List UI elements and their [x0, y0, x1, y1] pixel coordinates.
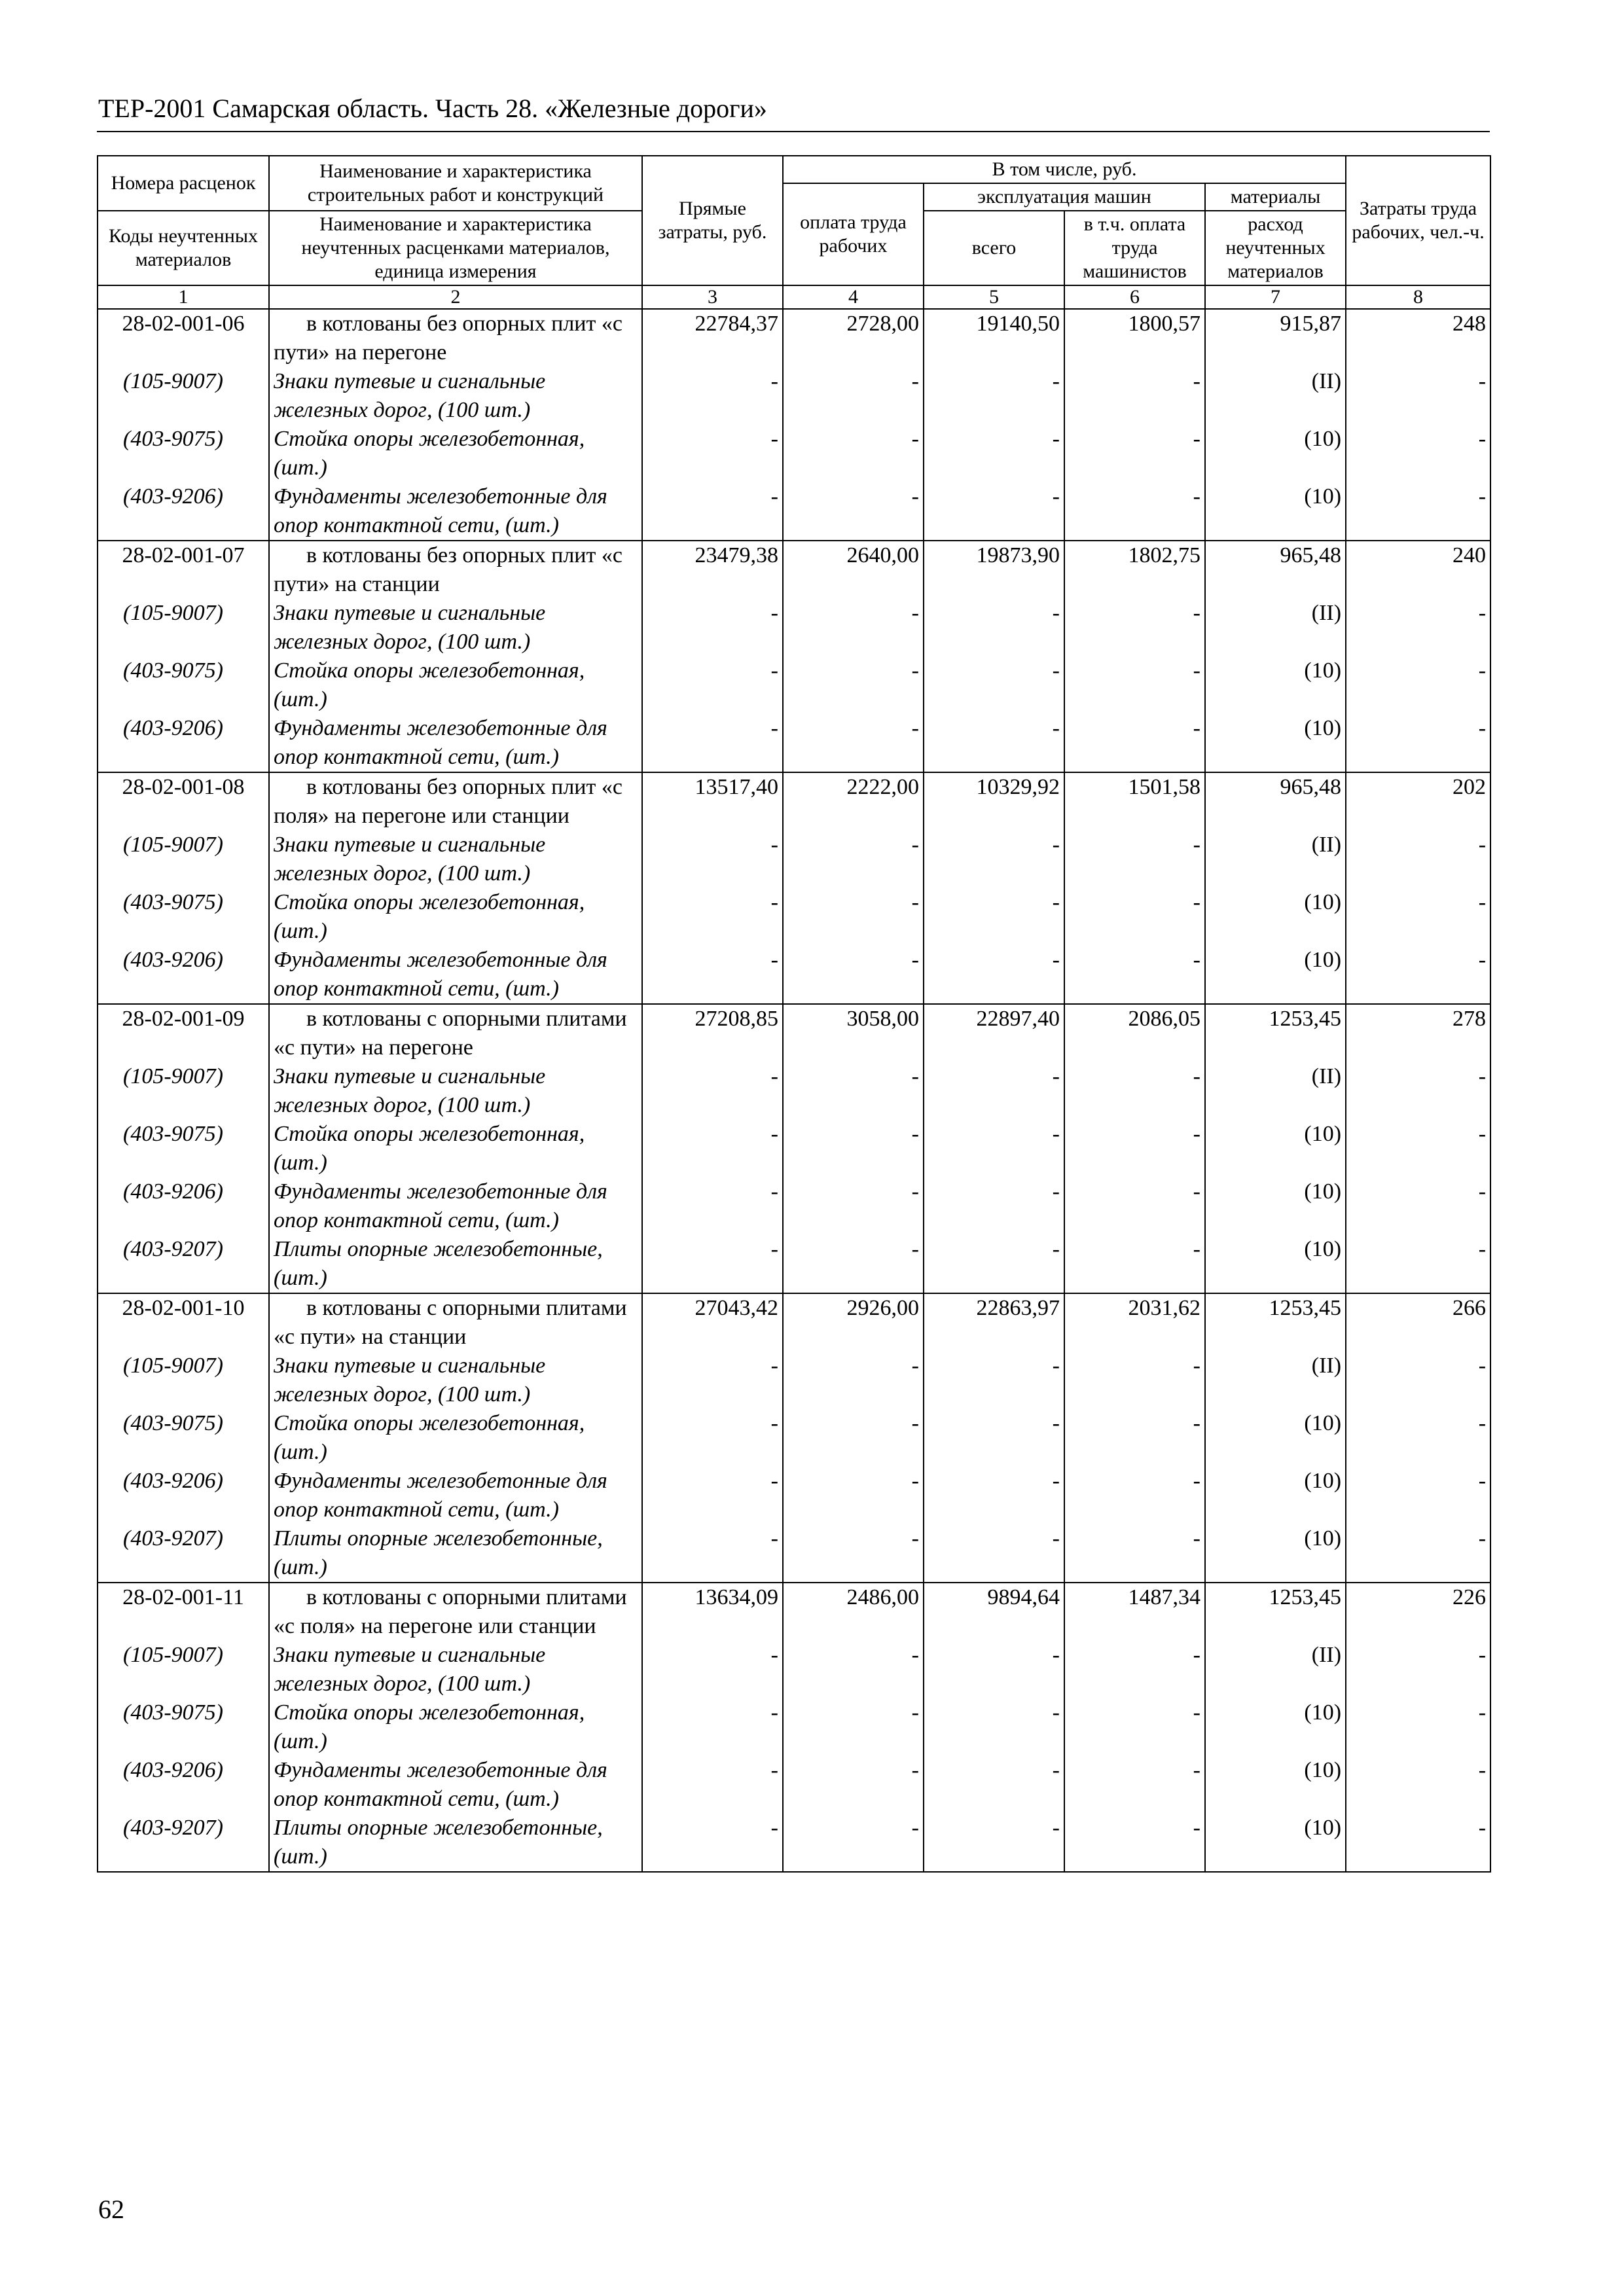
value-cell: - [783, 1120, 924, 1177]
material-description: Знаки путевые и сигнальные железных дорог, (100 шт.) [269, 599, 642, 656]
value-cell: - [1346, 1120, 1490, 1177]
value-cell: - [924, 1756, 1064, 1814]
value-cell: - [1064, 599, 1205, 656]
value-cell: - [642, 888, 783, 946]
value-cell: 19140,50 [924, 309, 1064, 367]
page-number: 62 [98, 2195, 124, 2224]
value-cell: (10) [1205, 482, 1346, 541]
rate-code: 28-02-001-09 [98, 1004, 269, 1062]
value-cell: - [783, 1814, 924, 1872]
value-cell: - [642, 599, 783, 656]
value-cell: 1487,34 [1064, 1583, 1205, 1641]
rate-row [98, 1293, 1490, 1352]
value-cell: - [1346, 656, 1490, 714]
header-materials-unaccounted: расход неучтенных материалов [1205, 211, 1346, 285]
header-name-bottom: Наименование и характеристика неучтенных расценками материалов, единица измерения [269, 211, 642, 285]
material-description: Плиты опорные железобетонные, (шт.) [269, 1524, 642, 1583]
value-cell: - [642, 1524, 783, 1583]
value-cell: - [1064, 1467, 1205, 1524]
material-row [98, 1814, 1490, 1872]
material-code: (105-9007) [98, 367, 269, 425]
value-cell: - [1346, 946, 1490, 1004]
value-cell: - [1064, 714, 1205, 772]
material-row [98, 946, 1490, 1004]
value-cell: 3058,00 [783, 1004, 924, 1062]
material-code: (403-9075) [98, 1409, 269, 1467]
value-cell: (II) [1205, 1062, 1346, 1120]
value-cell: (10) [1205, 714, 1346, 772]
value-cell: - [642, 1409, 783, 1467]
header-machines: эксплуатация машин [924, 183, 1205, 211]
value-cell: 278 [1346, 1004, 1490, 1062]
value-cell: 1253,45 [1205, 1004, 1346, 1062]
value-cell: - [1064, 1814, 1205, 1872]
value-cell: 22863,97 [924, 1293, 1064, 1352]
rate-description: в котлованы без опорных плит «с пути» на станции [269, 541, 642, 599]
value-cell: - [1064, 1062, 1205, 1120]
value-cell: - [1346, 1524, 1490, 1583]
material-row [98, 1524, 1490, 1583]
value-cell: 226 [1346, 1583, 1490, 1641]
material-row [98, 425, 1490, 482]
material-description: Фундаменты железобетонные для опор контактной сети, (шт.) [269, 482, 642, 541]
value-cell: - [783, 367, 924, 425]
header-machinists-pay: в т.ч. оплата труда машинистов [1064, 211, 1205, 285]
value-cell: - [783, 1467, 924, 1524]
rate-code: 28-02-001-06 [98, 309, 269, 367]
header-labor-cost: Затраты труда рабочих, чел.-ч. [1346, 156, 1490, 285]
value-cell: - [924, 425, 1064, 482]
value-cell: 23479,38 [642, 541, 783, 599]
value-cell: - [642, 656, 783, 714]
value-cell: - [1346, 714, 1490, 772]
value-cell: (II) [1205, 367, 1346, 425]
material-description: Стойка опоры железобетонная, (шт.) [269, 1120, 642, 1177]
rate-description: в котлованы с опорными плитами «с поля» на перегоне или станции [269, 1583, 642, 1641]
rate-code: 28-02-001-07 [98, 541, 269, 599]
material-code: (403-9075) [98, 888, 269, 946]
value-cell: - [1346, 1409, 1490, 1467]
value-cell: (10) [1205, 1524, 1346, 1583]
value-cell: - [642, 1235, 783, 1293]
value-cell: - [642, 1467, 783, 1524]
value-cell: 9894,64 [924, 1583, 1064, 1641]
value-cell: (II) [1205, 1641, 1346, 1698]
value-cell: - [642, 831, 783, 888]
header-materials: материалы [1205, 183, 1346, 211]
value-cell: (II) [1205, 599, 1346, 656]
column-numbers-row [98, 285, 1490, 309]
rate-description: в котлованы с опорными плитами «с пути» на станции [269, 1293, 642, 1352]
material-description: Стойка опоры железобетонная, (шт.) [269, 1409, 642, 1467]
value-cell: - [924, 1814, 1064, 1872]
value-cell: - [924, 1467, 1064, 1524]
rate-row [98, 309, 1490, 367]
material-description: Плиты опорные железобетонные, (шт.) [269, 1235, 642, 1293]
header-machines-total: всего [924, 211, 1064, 285]
value-cell: (10) [1205, 1814, 1346, 1872]
value-cell: - [924, 656, 1064, 714]
value-cell: - [924, 1120, 1064, 1177]
value-cell: - [1346, 1641, 1490, 1698]
rate-description: в котлованы с опорными плитами «с пути» на перегоне [269, 1004, 642, 1062]
value-cell: - [924, 946, 1064, 1004]
material-code: (403-9207) [98, 1524, 269, 1583]
column-number: 6 [1064, 285, 1205, 309]
value-cell: - [924, 1641, 1064, 1698]
value-cell: - [642, 1120, 783, 1177]
value-cell: - [924, 1409, 1064, 1467]
value-cell: - [1346, 831, 1490, 888]
value-cell: - [642, 1352, 783, 1409]
value-cell: (10) [1205, 1467, 1346, 1524]
value-cell: - [924, 888, 1064, 946]
material-row [98, 1352, 1490, 1409]
value-cell: 915,87 [1205, 309, 1346, 367]
value-cell: - [783, 482, 924, 541]
value-cell: - [642, 1177, 783, 1235]
value-cell: - [783, 599, 924, 656]
value-cell: 22897,40 [924, 1004, 1064, 1062]
value-cell: - [924, 831, 1064, 888]
value-cell: - [1064, 1177, 1205, 1235]
value-cell: - [1064, 1524, 1205, 1583]
rates-table [97, 155, 1491, 1873]
material-code: (403-9075) [98, 1120, 269, 1177]
value-cell: - [1346, 1062, 1490, 1120]
value-cell: - [1064, 1352, 1205, 1409]
material-code: (403-9075) [98, 1698, 269, 1756]
header-codes-top: Номера расценок [98, 156, 269, 211]
value-cell: 248 [1346, 309, 1490, 367]
value-cell: 2031,62 [1064, 1293, 1205, 1352]
value-cell: - [1064, 888, 1205, 946]
value-cell: - [1346, 425, 1490, 482]
material-description: Фундаменты железобетонные для опор контактной сети, (шт.) [269, 1177, 642, 1235]
value-cell: - [1346, 1467, 1490, 1524]
header-labor-pay: оплата труда рабочих [783, 183, 924, 285]
value-cell: (II) [1205, 1352, 1346, 1409]
material-row [98, 482, 1490, 541]
value-cell: 965,48 [1205, 541, 1346, 599]
material-row [98, 1177, 1490, 1235]
column-number: 5 [924, 285, 1064, 309]
header-including: В том числе, руб. [783, 156, 1346, 183]
material-code: (403-9206) [98, 1467, 269, 1524]
value-cell: (II) [1205, 831, 1346, 888]
value-cell: - [1064, 1698, 1205, 1756]
material-description: Стойка опоры железобетонная, (шт.) [269, 1698, 642, 1756]
material-description: Стойка опоры железобетонная, (шт.) [269, 656, 642, 714]
material-description: Фундаменты железобетонные для опор контактной сети, (шт.) [269, 946, 642, 1004]
value-cell: - [783, 1409, 924, 1467]
material-row [98, 1062, 1490, 1120]
value-cell: - [1064, 656, 1205, 714]
column-number: 4 [783, 285, 924, 309]
column-number: 8 [1346, 285, 1490, 309]
value-cell: (10) [1205, 1235, 1346, 1293]
value-cell: - [1064, 831, 1205, 888]
material-code: (105-9007) [98, 1641, 269, 1698]
value-cell: - [1064, 946, 1205, 1004]
value-cell: - [1064, 1409, 1205, 1467]
material-description: Знаки путевые и сигнальные железных дорог, (100 шт.) [269, 831, 642, 888]
column-number: 2 [269, 285, 642, 309]
material-code: (105-9007) [98, 1352, 269, 1409]
material-code: (403-9206) [98, 482, 269, 541]
value-cell: - [1346, 599, 1490, 656]
material-description: Плиты опорные железобетонные, (шт.) [269, 1814, 642, 1872]
value-cell: - [783, 1062, 924, 1120]
value-cell: 1501,58 [1064, 772, 1205, 831]
value-cell: (10) [1205, 1698, 1346, 1756]
material-row [98, 1698, 1490, 1756]
value-cell: (10) [1205, 1409, 1346, 1467]
value-cell: - [642, 1062, 783, 1120]
column-number: 1 [98, 285, 269, 309]
value-cell: - [783, 1352, 924, 1409]
material-description: Знаки путевые и сигнальные железных дорог, (100 шт.) [269, 1352, 642, 1409]
value-cell: 2222,00 [783, 772, 924, 831]
value-cell: - [783, 946, 924, 1004]
value-cell: - [1346, 1814, 1490, 1872]
value-cell: (10) [1205, 1120, 1346, 1177]
value-cell: 1253,45 [1205, 1293, 1346, 1352]
material-row [98, 888, 1490, 946]
material-code: (403-9206) [98, 1756, 269, 1814]
value-cell: - [642, 367, 783, 425]
page-header-title: ТЕР-2001 Самарская область. Часть 28. «Железные дороги» [98, 94, 767, 123]
material-code: (403-9207) [98, 1235, 269, 1293]
value-cell: - [924, 1352, 1064, 1409]
material-code: (403-9207) [98, 1814, 269, 1872]
value-cell: - [1064, 367, 1205, 425]
value-cell: - [642, 1814, 783, 1872]
material-description: Знаки путевые и сигнальные железных дорог, (100 шт.) [269, 367, 642, 425]
value-cell: - [924, 482, 1064, 541]
value-cell: (10) [1205, 425, 1346, 482]
value-cell: 27208,85 [642, 1004, 783, 1062]
value-cell: - [642, 714, 783, 772]
rate-code: 28-02-001-10 [98, 1293, 269, 1352]
value-cell: - [1346, 1235, 1490, 1293]
value-cell: - [783, 831, 924, 888]
header-rule [97, 131, 1490, 132]
value-cell: - [1346, 888, 1490, 946]
material-code: (105-9007) [98, 599, 269, 656]
value-cell: - [924, 367, 1064, 425]
material-code: (403-9075) [98, 425, 269, 482]
material-row [98, 599, 1490, 656]
value-cell: - [783, 1756, 924, 1814]
header-codes-bottom: Коды неучтенных материалов [98, 211, 269, 285]
material-description: Стойка опоры железобетонная, (шт.) [269, 425, 642, 482]
material-code: (105-9007) [98, 831, 269, 888]
value-cell: - [1346, 1177, 1490, 1235]
value-cell: 1253,45 [1205, 1583, 1346, 1641]
value-cell: 2086,05 [1064, 1004, 1205, 1062]
material-description: Стойка опоры железобетонная, (шт.) [269, 888, 642, 946]
table-body [98, 309, 1490, 1872]
value-cell: - [924, 1235, 1064, 1293]
value-cell: - [924, 1524, 1064, 1583]
value-cell: 240 [1346, 541, 1490, 599]
material-row [98, 656, 1490, 714]
value-cell: 266 [1346, 1293, 1490, 1352]
material-code: (403-9206) [98, 714, 269, 772]
rate-row [98, 1583, 1490, 1641]
value-cell: - [642, 482, 783, 541]
material-description: Фундаменты железобетонные для опор контактной сети, (шт.) [269, 1467, 642, 1524]
material-row [98, 1641, 1490, 1698]
value-cell: - [1346, 1352, 1490, 1409]
value-cell: (10) [1205, 946, 1346, 1004]
value-cell: 965,48 [1205, 772, 1346, 831]
value-cell: - [642, 946, 783, 1004]
value-cell: (10) [1205, 1756, 1346, 1814]
rate-description: в котлованы без опорных плит «с поля» на перегоне или станции [269, 772, 642, 831]
rate-row [98, 772, 1490, 831]
material-row [98, 1235, 1490, 1293]
value-cell: 19873,90 [924, 541, 1064, 599]
value-cell: 13634,09 [642, 1583, 783, 1641]
value-cell: 1800,57 [1064, 309, 1205, 367]
header-name-top: Наименование и характеристика строительных работ и конструкций [269, 156, 642, 211]
value-cell: - [783, 1524, 924, 1583]
value-cell: - [1064, 1641, 1205, 1698]
value-cell: 13517,40 [642, 772, 783, 831]
value-cell: - [783, 425, 924, 482]
rate-code: 28-02-001-08 [98, 772, 269, 831]
material-code: (105-9007) [98, 1062, 269, 1120]
value-cell: - [1346, 1698, 1490, 1756]
material-row [98, 714, 1490, 772]
value-cell: - [783, 714, 924, 772]
value-cell: (10) [1205, 656, 1346, 714]
value-cell: - [924, 1177, 1064, 1235]
material-row [98, 367, 1490, 425]
value-cell: - [1064, 1120, 1205, 1177]
value-cell: 1802,75 [1064, 541, 1205, 599]
value-cell: 22784,37 [642, 309, 783, 367]
value-cell: - [642, 1698, 783, 1756]
header-direct-costs: Прямые затраты, руб. [642, 156, 783, 285]
material-row [98, 1467, 1490, 1524]
value-cell: - [924, 1698, 1064, 1756]
value-cell: - [642, 1756, 783, 1814]
value-cell: - [924, 714, 1064, 772]
rate-row [98, 541, 1490, 599]
rate-row [98, 1004, 1490, 1062]
value-cell: 2926,00 [783, 1293, 924, 1352]
value-cell: 10329,92 [924, 772, 1064, 831]
value-cell: - [924, 599, 1064, 656]
value-cell: - [642, 425, 783, 482]
value-cell: - [1064, 1235, 1205, 1293]
value-cell: - [1064, 425, 1205, 482]
value-cell: - [783, 1177, 924, 1235]
value-cell: - [783, 656, 924, 714]
material-row [98, 1409, 1490, 1467]
value-cell: (10) [1205, 888, 1346, 946]
value-cell: - [924, 1062, 1064, 1120]
value-cell: - [783, 1698, 924, 1756]
value-cell: 2486,00 [783, 1583, 924, 1641]
material-code: (403-9206) [98, 946, 269, 1004]
value-cell: - [1346, 482, 1490, 541]
rate-code: 28-02-001-11 [98, 1583, 269, 1641]
material-row [98, 831, 1490, 888]
value-cell: - [1064, 482, 1205, 541]
column-number: 7 [1205, 285, 1346, 309]
material-description: Фундаменты железобетонные для опор контактной сети, (шт.) [269, 1756, 642, 1814]
material-code: (403-9206) [98, 1177, 269, 1235]
material-description: Знаки путевые и сигнальные железных дорог, (100 шт.) [269, 1641, 642, 1698]
material-description: Фундаменты железобетонные для опор контактной сети, (шт.) [269, 714, 642, 772]
value-cell: 2728,00 [783, 309, 924, 367]
value-cell: - [1064, 1756, 1205, 1814]
value-cell: - [1346, 367, 1490, 425]
value-cell: - [1346, 1756, 1490, 1814]
material-code: (403-9075) [98, 656, 269, 714]
value-cell: 2640,00 [783, 541, 924, 599]
value-cell: - [642, 1641, 783, 1698]
value-cell: - [783, 888, 924, 946]
material-row [98, 1120, 1490, 1177]
material-description: Знаки путевые и сигнальные железных дорог, (100 шт.) [269, 1062, 642, 1120]
value-cell: (10) [1205, 1177, 1346, 1235]
value-cell: 202 [1346, 772, 1490, 831]
rate-description: в котлованы без опорных плит «с пути» на перегоне [269, 309, 642, 367]
value-cell: 27043,42 [642, 1293, 783, 1352]
material-row [98, 1756, 1490, 1814]
value-cell: - [783, 1641, 924, 1698]
value-cell: - [783, 1235, 924, 1293]
table-header [98, 156, 1490, 309]
column-number: 3 [642, 285, 783, 309]
